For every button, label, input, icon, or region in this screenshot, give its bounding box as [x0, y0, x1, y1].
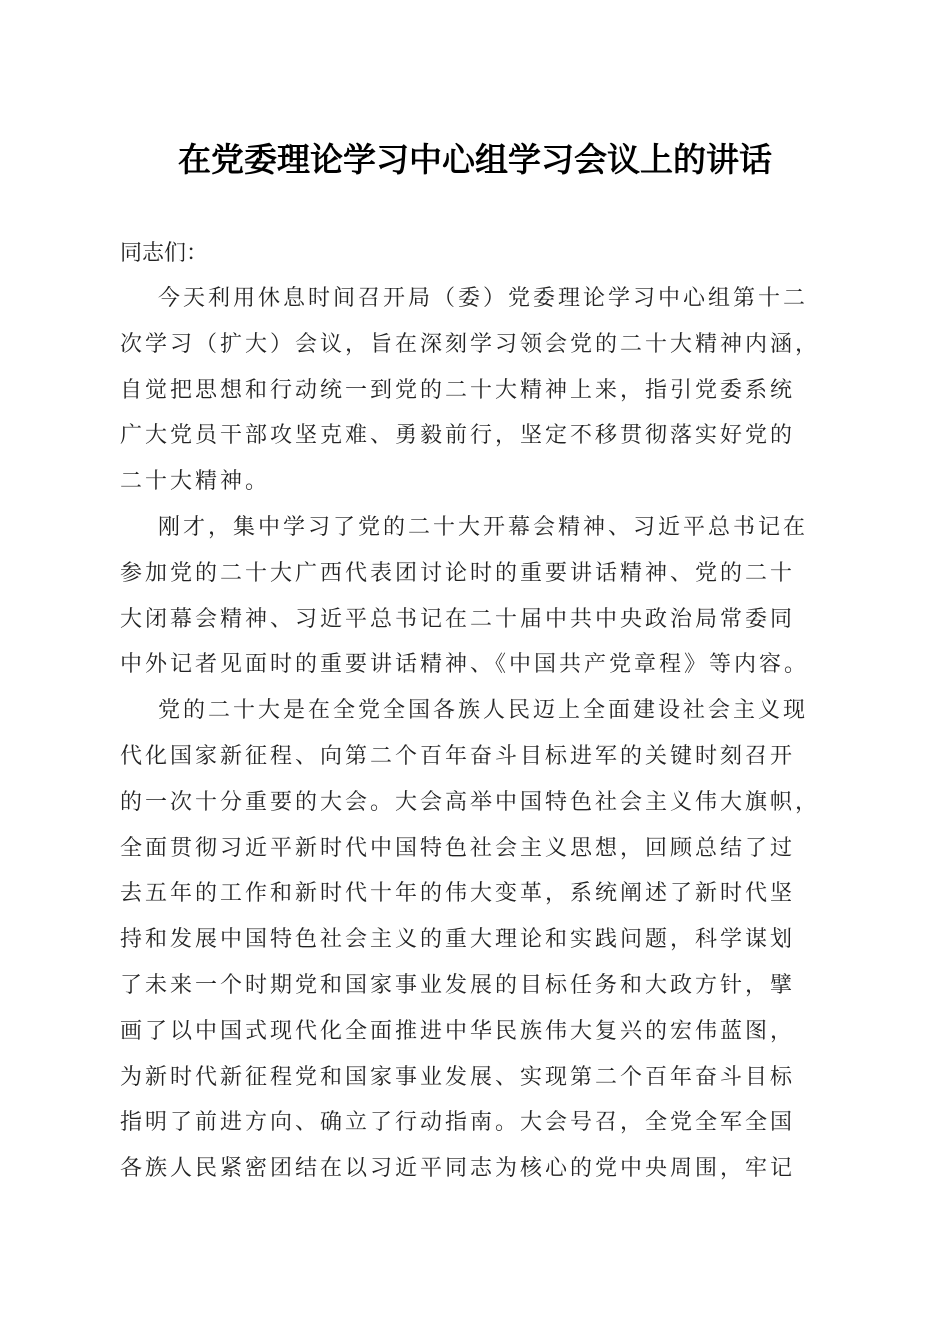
paragraph-1-line: 广大党员干部攻坚克难、勇毅前行，坚定不移贯彻落实好党的 [120, 423, 796, 449]
paragraph-1-line: 二十大精神。 [120, 469, 271, 495]
paragraph-3-line: 指明了前进方向、确立了行动指南。大会号召，全党全军全国 [120, 1110, 796, 1136]
paragraph-3-line: 持和发展中国特色社会主义的重大理论和实践问题，科学谋划 [120, 927, 796, 953]
salutation: 同志们： [120, 241, 209, 266]
paragraph-3-line: 画了以中国式现代化全面推进中华民族伟大复兴的宏伟蓝图， [120, 1018, 796, 1044]
paragraph-2-line: 参加党的二十大广西代表团讨论时的重要讲话精神、党的二十 [120, 560, 796, 586]
paragraph-2-line: 刚才，集中学习了党的二十大开幕会精神、习近平总书记在 [158, 514, 809, 540]
document-body [120, 276, 840, 1192]
paragraph-3-line: 各族人民紧密团结在以习近平同志为核心的党中央周围，牢记 [120, 1156, 796, 1182]
document-title: 在党委理论学习中心组学习会议上的讲话 [178, 140, 772, 179]
paragraph-3-line: 去五年的工作和新时代十年的伟大变革，系统阐述了新时代坚 [120, 881, 796, 907]
paragraph-2-line: 中外记者见面时的重要讲话精神、《中国共产党章程》等内容。 [120, 652, 810, 678]
paragraph-3-line: 了未来一个时期党和国家事业发展的目标任务和大政方针，擘 [120, 972, 796, 998]
paragraph-2-line: 大闭幕会精神、习近平总书记在二十届中共中央政治局常委同 [120, 606, 796, 632]
paragraph-3-line: 的一次十分重要的大会。大会高举中国特色社会主义伟大旗帜， [120, 789, 821, 815]
paragraph-1-line: 今天利用休息时间召开局（委）党委理论学习中心组第十二 [158, 286, 809, 311]
paragraph-3-line: 全面贯彻习近平新时代中国特色社会主义思想，回顾总结了过 [120, 835, 796, 861]
paragraph-1-line: 次学习（扩大）会议，旨在深刻学习领会党的二十大精神内涵， [120, 331, 821, 357]
paragraph-3-line: 党的二十大是在全党全国各族人民迈上全面建设社会主义现 [158, 698, 809, 724]
paragraph-1-line: 自觉把思想和行动统一到党的二十大精神上来，指引党委系统 [120, 377, 796, 403]
paragraph-3-line: 为新时代新征程党和国家事业发展、实现第二个百年奋斗目标 [120, 1064, 796, 1090]
paragraph-3-line: 代化国家新征程、向第二个百年奋斗目标进军的关键时刻召开 [120, 743, 796, 769]
